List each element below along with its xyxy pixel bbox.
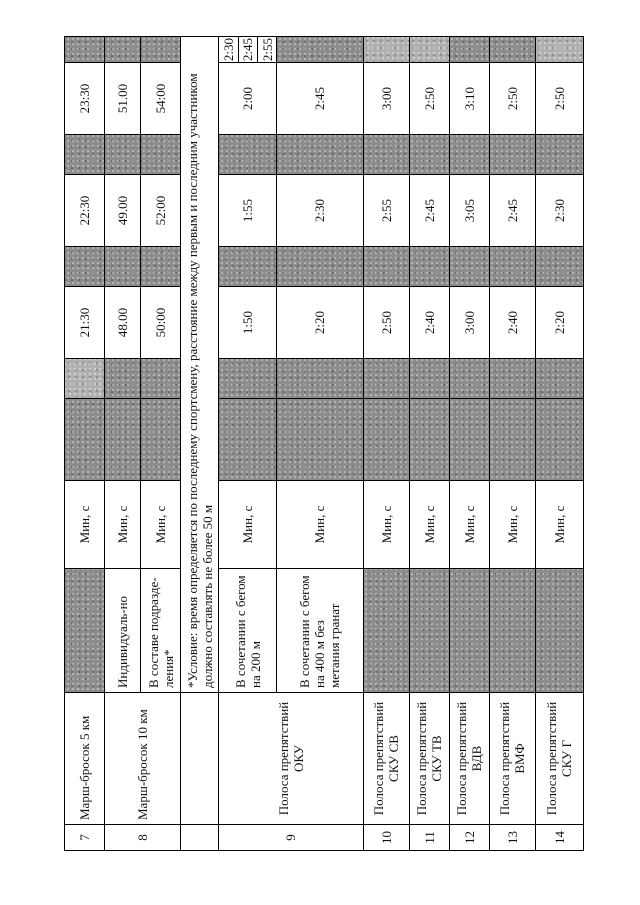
row-number: 7	[65, 825, 105, 851]
value-cell: 2:30	[277, 175, 363, 247]
shaded-cell	[409, 135, 449, 175]
value-cell: 52:00	[141, 175, 181, 247]
value-cell: 3:00	[449, 287, 489, 359]
shaded-cell	[277, 359, 363, 399]
scanned-page	[64, 37, 584, 851]
shaded-cell	[105, 399, 141, 481]
shaded-cell	[409, 37, 449, 63]
shaded-cell	[105, 135, 141, 175]
shaded-cell	[219, 135, 277, 175]
exercise-name: Полоса препятствий ОКУ	[219, 693, 363, 825]
row-number: 8	[105, 825, 181, 851]
shaded-cell	[219, 399, 277, 481]
unit-cell: Мин, с	[449, 481, 489, 569]
shaded-cell	[409, 247, 449, 287]
table-row	[449, 37, 489, 851]
table-row	[219, 37, 277, 851]
value-cell: 3:05	[449, 175, 489, 247]
value-cell: 48.00	[105, 287, 141, 359]
variant-cell: В сочетании с бегом на 400 м без метания гранат	[277, 569, 363, 693]
exercise-name: Полоса препятствий СКУ Г	[535, 693, 583, 825]
unit-cell: Мин, с	[105, 481, 141, 569]
table-row	[409, 37, 449, 851]
value-cell: 21:30	[65, 287, 105, 359]
value-cell: 23:30	[65, 63, 105, 135]
value-cell: 2:40	[409, 287, 449, 359]
unit-cell: Мин, с	[277, 481, 363, 569]
shaded-cell	[65, 359, 105, 399]
shaded-cell	[141, 359, 181, 399]
shaded-cell	[141, 247, 181, 287]
variant-cell: В сочетании с бегом на 200 м	[219, 569, 277, 693]
value-cell: 2:45	[489, 175, 535, 247]
shaded-cell	[363, 135, 409, 175]
shaded-cell	[363, 569, 409, 693]
value-cell: 2:30	[220, 37, 236, 62]
shaded-cell	[65, 399, 105, 481]
exercise-name: Полоса препятствий СКУ СВ	[363, 693, 409, 825]
value-cell: 2:50	[409, 63, 449, 135]
value-cell: 2:45	[238, 37, 257, 62]
shaded-cell	[277, 399, 363, 481]
table-row	[181, 37, 219, 851]
value-cell: 2:50	[489, 63, 535, 135]
unit-cell: Мин, с	[141, 481, 181, 569]
value-cell: 2:20	[277, 287, 363, 359]
value-cell: 2:45	[277, 63, 363, 135]
exercise-name: Полоса препятствий ВМФ	[489, 693, 535, 825]
exercise-name: Полоса препятствий СКУ ТВ	[409, 693, 449, 825]
value-cell: 1:55	[219, 175, 277, 247]
value-cell: 2:45	[409, 175, 449, 247]
shaded-cell	[219, 359, 277, 399]
variant-cell: Индивидуаль-но	[105, 569, 141, 693]
shaded-cell	[409, 399, 449, 481]
row-number: 14	[535, 825, 583, 851]
unit-cell: Мин, с	[219, 481, 277, 569]
shaded-cell	[489, 247, 535, 287]
unit-cell: Мин, с	[535, 481, 583, 569]
shaded-cell	[409, 359, 449, 399]
shaded-cell	[489, 135, 535, 175]
row-number: 9	[219, 825, 363, 851]
shaded-cell	[65, 135, 105, 175]
table-row	[65, 37, 105, 851]
row-number: 11	[409, 825, 449, 851]
shaded-cell	[363, 37, 409, 63]
empty-cell	[181, 693, 219, 825]
shaded-cell	[535, 247, 583, 287]
shaded-cell	[535, 569, 583, 693]
value-cell: 3:00	[363, 63, 409, 135]
shaded-cell	[141, 37, 181, 63]
shaded-cell	[277, 37, 363, 63]
value-cell: 3:10	[449, 63, 489, 135]
empty-cell	[181, 825, 219, 851]
shaded-cell	[65, 247, 105, 287]
value-cell: 2:20	[535, 287, 583, 359]
unit-cell: Мин, с	[65, 481, 105, 569]
shaded-cell	[449, 359, 489, 399]
value-cell: 2:50	[363, 287, 409, 359]
exercise-name: Марш-бросок 10 км	[105, 693, 181, 825]
shaded-cell	[277, 135, 363, 175]
row-number: 13	[489, 825, 535, 851]
value-cell: 2:55	[363, 175, 409, 247]
shaded-cell	[105, 359, 141, 399]
value-cell: 1:50	[219, 287, 277, 359]
table-row	[535, 37, 583, 851]
shaded-cell	[489, 359, 535, 399]
footnote: *Условие: время определяется по последнему спортсмену, расстояние между первым и последним участником должно составлять не более 50 м	[181, 37, 219, 693]
shaded-cell	[449, 247, 489, 287]
shaded-cell	[105, 247, 141, 287]
shaded-cell	[449, 135, 489, 175]
shaded-cell	[535, 135, 583, 175]
row-number: 12	[449, 825, 489, 851]
shaded-cell	[449, 37, 489, 63]
shaded-cell	[489, 399, 535, 481]
unit-cell: Мин, с	[363, 481, 409, 569]
exercise-name: Марш-бросок 5 км	[65, 693, 105, 825]
shaded-cell	[277, 247, 363, 287]
row-number: 10	[363, 825, 409, 851]
shaded-cell	[65, 569, 105, 693]
variant-cell: В составе подразде-ления*	[141, 569, 181, 693]
value-cell: 49.00	[105, 175, 141, 247]
shaded-cell	[449, 569, 489, 693]
value-cell: 54:00	[141, 63, 181, 135]
unit-cell: Мин, с	[409, 481, 449, 569]
shaded-cell	[105, 37, 141, 63]
table-row	[105, 37, 141, 851]
shaded-cell	[449, 399, 489, 481]
split-cell	[219, 37, 277, 63]
value-cell: 22:30	[65, 175, 105, 247]
value-cell: 51.00	[105, 63, 141, 135]
value-cell: 2:30	[535, 175, 583, 247]
shaded-cell	[535, 359, 583, 399]
table-row	[363, 37, 409, 851]
unit-cell: Мин, с	[489, 481, 535, 569]
shaded-cell	[489, 37, 535, 63]
shaded-cell	[489, 569, 535, 693]
shaded-cell	[535, 37, 583, 63]
value-cell: 2:50	[535, 63, 583, 135]
value-cell: 2:40	[489, 287, 535, 359]
shaded-cell	[409, 569, 449, 693]
shaded-cell	[363, 399, 409, 481]
norms-table	[64, 36, 584, 851]
table-row	[489, 37, 535, 851]
value-cell: 50:00	[141, 287, 181, 359]
shaded-cell	[219, 247, 277, 287]
exercise-name: Полоса препятствий ВДВ	[449, 693, 489, 825]
shaded-cell	[141, 399, 181, 481]
value-cell: 2:00	[219, 63, 277, 135]
shaded-cell	[363, 359, 409, 399]
value-cell: 2:55	[257, 37, 276, 62]
shaded-cell	[141, 135, 181, 175]
shaded-cell	[535, 399, 583, 481]
shaded-cell	[65, 37, 105, 63]
shaded-cell	[363, 247, 409, 287]
